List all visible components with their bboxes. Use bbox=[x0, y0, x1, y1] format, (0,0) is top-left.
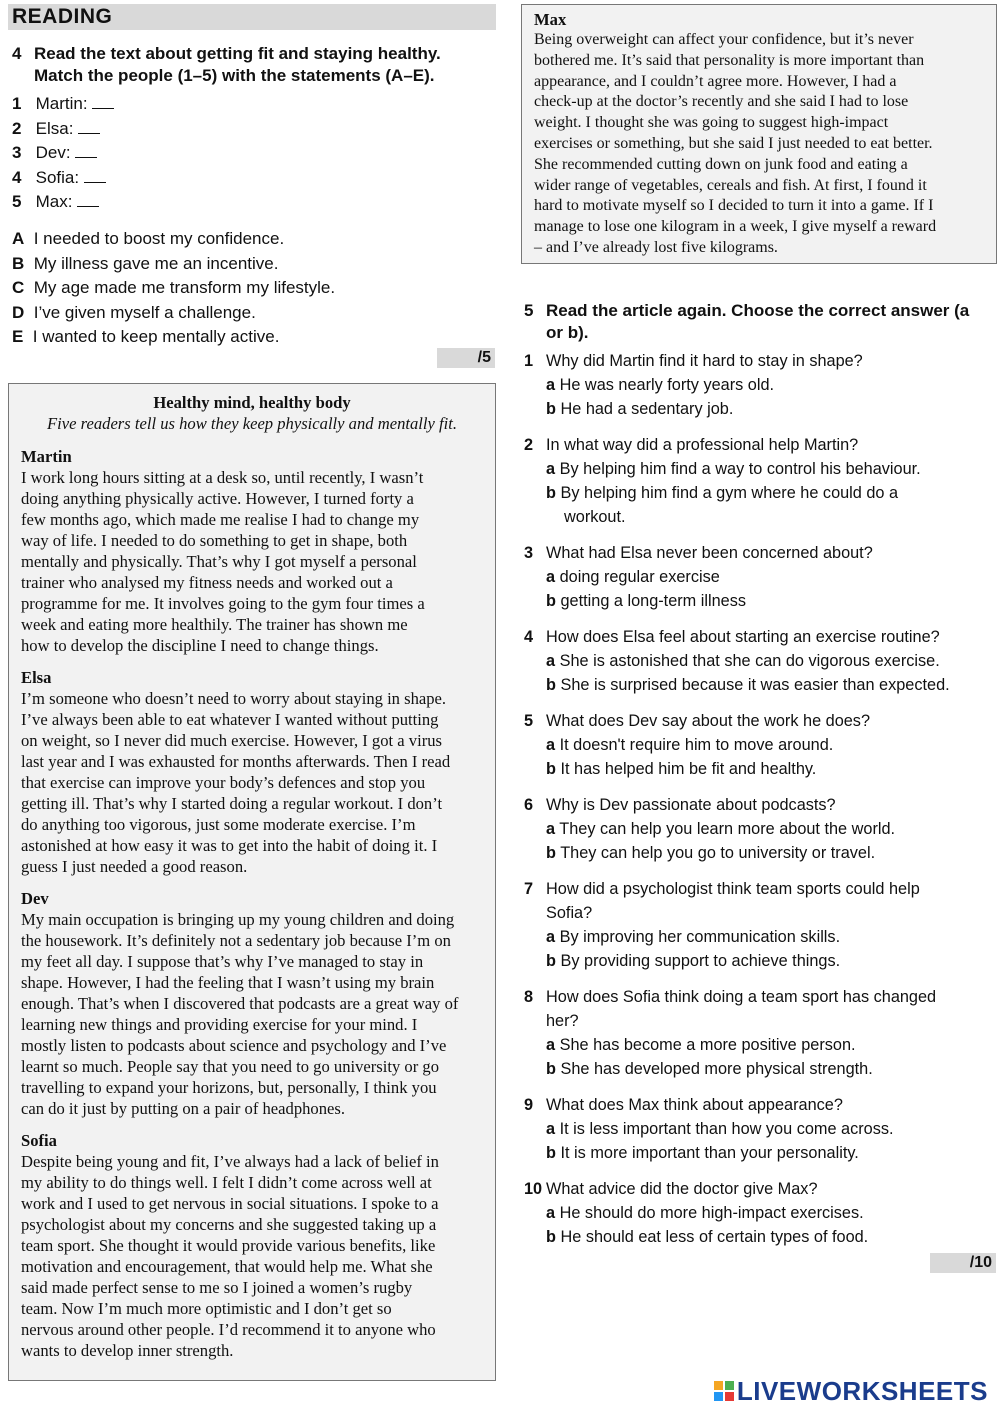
question-text: How does Elsa feel about starting an exercise routine? bbox=[546, 628, 940, 646]
text-line: way of life. I needed to do something to get in shape, both bbox=[21, 531, 408, 550]
option-text: He was nearly forty years old. bbox=[559, 376, 775, 394]
statement-row bbox=[12, 302, 492, 327]
question-text: How did a psychologist think team sports could help bbox=[546, 880, 920, 898]
option-letter: a bbox=[546, 460, 556, 478]
person-name: Martin: bbox=[35, 94, 88, 113]
person-number: 3 bbox=[12, 143, 22, 162]
exercise-5-score: /10 bbox=[930, 1253, 996, 1273]
question-9 bbox=[524, 1093, 533, 1117]
person-number: 5 bbox=[12, 192, 22, 211]
article-title: Healthy mind, healthy body bbox=[153, 393, 351, 412]
option-b[interactable] bbox=[546, 1057, 873, 1081]
option-text: By helping him find a gym where he could do a bbox=[560, 484, 899, 502]
option-letter: a bbox=[546, 736, 556, 754]
question-text: What had Elsa never been concerned about? bbox=[546, 544, 873, 562]
option-a[interactable] bbox=[546, 733, 833, 757]
option-text: He had a sedentary job. bbox=[560, 400, 734, 418]
text-line: wants to develop inner strength. bbox=[21, 1341, 234, 1360]
person-name: Max: bbox=[35, 192, 73, 211]
statement-letter: B bbox=[12, 253, 25, 273]
option-a[interactable] bbox=[546, 649, 940, 673]
person-row bbox=[12, 118, 212, 143]
question-text-continued: her? bbox=[546, 1012, 579, 1030]
option-text: By providing support to achieve things. bbox=[560, 952, 841, 970]
elsa-heading: Elsa bbox=[21, 668, 52, 687]
text-line: Being overweight can affect your confidence, but it’s never bbox=[534, 31, 914, 48]
question-text: In what way did a professional help Martin? bbox=[546, 436, 859, 454]
max-paragraph bbox=[534, 30, 984, 259]
option-letter: b bbox=[546, 1060, 556, 1078]
question-number: 9 bbox=[524, 1096, 534, 1114]
text-line: enough. That’s when I discovered that podcasts are a great way of bbox=[21, 994, 459, 1013]
people-list bbox=[12, 93, 212, 216]
text-line: travelling to expand your horizons, but, personally, I think you bbox=[21, 1078, 437, 1097]
option-letter: a bbox=[546, 376, 556, 394]
question-number: 10 bbox=[524, 1180, 543, 1198]
question-number: 7 bbox=[524, 880, 534, 898]
sofia-heading: Sofia bbox=[21, 1131, 57, 1150]
question-number: 1 bbox=[524, 352, 534, 370]
option-a[interactable] bbox=[546, 457, 921, 481]
exercise-5-questions bbox=[524, 349, 998, 1249]
exercise-5-instruction-line-2: or b). bbox=[546, 323, 589, 342]
question-4 bbox=[524, 625, 533, 649]
statement-row bbox=[12, 277, 492, 302]
person-row bbox=[12, 142, 212, 167]
max-heading: Max bbox=[534, 10, 567, 29]
sofia-paragraph bbox=[21, 1151, 483, 1361]
question-number: 3 bbox=[524, 544, 534, 562]
question-2 bbox=[524, 433, 533, 457]
text-line: – and I’ve already lost five kilograms. bbox=[534, 238, 778, 256]
option-letter: b bbox=[546, 1144, 556, 1162]
option-b[interactable] bbox=[546, 481, 898, 505]
option-letter: b bbox=[546, 676, 556, 694]
question-7 bbox=[524, 877, 533, 901]
person-name: Dev: bbox=[35, 143, 71, 162]
text-line: nervous around other people. I’d recommend it to anyone who bbox=[21, 1320, 436, 1339]
question-8 bbox=[524, 985, 533, 1009]
text-line: motivation and encouragement, that would help me. What she bbox=[21, 1257, 433, 1276]
exercise-5-instruction-line-1: Read the article again. Choose the correct answer (a bbox=[546, 301, 970, 320]
option-b[interactable] bbox=[546, 397, 733, 421]
option-text: They can help you learn more about the world. bbox=[559, 820, 896, 838]
person-number: 4 bbox=[12, 167, 22, 187]
text-line: can do it just by putting on a pair of headphones. bbox=[21, 1099, 345, 1118]
statement-letter: D bbox=[12, 302, 25, 322]
question-text: Why did Martin find it hard to stay in shape? bbox=[546, 352, 863, 370]
option-text: She has developed more physical strength. bbox=[560, 1060, 873, 1078]
text-line: the housework. It’s definitely not a sedentary job because I’m on bbox=[21, 931, 451, 950]
exercise-4-score: /5 bbox=[437, 348, 495, 368]
option-letter: a bbox=[546, 928, 556, 946]
person-row bbox=[12, 167, 212, 192]
statement-text: I needed to boost my confidence. bbox=[33, 229, 285, 248]
liveworksheets-logo bbox=[714, 1375, 988, 1406]
question-number: 6 bbox=[524, 796, 534, 814]
person-number: 2 bbox=[12, 118, 22, 138]
question-number: 4 bbox=[524, 628, 534, 646]
option-a[interactable] bbox=[546, 1201, 864, 1225]
statement-row bbox=[12, 228, 492, 253]
statement-letter: E bbox=[12, 327, 24, 346]
option-a[interactable] bbox=[546, 1033, 856, 1057]
answer-blank[interactable] bbox=[77, 192, 99, 207]
option-text: She is astonished that she can do vigorous exercise. bbox=[559, 652, 940, 670]
text-line: I’ve always been able to eat whatever I wanted without putting bbox=[21, 710, 439, 729]
person-number: 1 bbox=[12, 94, 22, 113]
elsa-paragraph bbox=[21, 688, 483, 877]
statement-letter: A bbox=[12, 229, 25, 248]
statement-text: I wanted to keep mentally active. bbox=[32, 327, 280, 346]
question-text: What does Max think about appearance? bbox=[546, 1096, 843, 1114]
option-text: doing regular exercise bbox=[559, 568, 720, 586]
text-line: bothered me. It’s said that personality is more important than bbox=[534, 51, 925, 69]
option-text: It has helped him be fit and healthy. bbox=[560, 760, 817, 778]
text-line: Despite being young and fit, I’ve always had a lack of belief in bbox=[21, 1152, 439, 1171]
answer-blank[interactable] bbox=[92, 94, 114, 109]
text-line: do anything too vigorous, just some moderate exercise. I’m bbox=[21, 815, 416, 834]
text-line: getting ill. That’s why I started doing a regular workout. I don’t bbox=[21, 794, 443, 813]
option-letter: a bbox=[546, 652, 556, 670]
statement-text: My age made me transform my lifestyle. bbox=[33, 278, 336, 297]
question-1 bbox=[524, 349, 533, 373]
question-text: What advice did the doctor give Max? bbox=[546, 1180, 818, 1198]
option-a[interactable] bbox=[546, 817, 895, 841]
section-title: READING bbox=[12, 5, 113, 28]
option-letter: b bbox=[546, 844, 556, 862]
text-line: She recommended cutting down on junk food and eating a bbox=[534, 155, 908, 173]
option-b[interactable] bbox=[546, 949, 840, 973]
text-line: wider range of vegetables, cereals and fish. At first, I found it bbox=[534, 176, 927, 194]
option-letter: a bbox=[546, 568, 556, 586]
option-letter: a bbox=[546, 820, 556, 838]
exercise-4-instruction-line-1: Read the text about getting fit and staying healthy. bbox=[34, 44, 441, 63]
text-line: said made perfect sense to me so I joined a women’s rugby bbox=[21, 1278, 413, 1297]
option-b[interactable] bbox=[546, 1141, 859, 1165]
dev-heading: Dev bbox=[21, 889, 49, 908]
text-line: mostly listen to podcasts about science and psychology and I’ve bbox=[21, 1036, 447, 1055]
option-letter: b bbox=[546, 952, 556, 970]
text-line: check-up at the doctor’s recently and she said I had to lose bbox=[534, 93, 909, 111]
question-10 bbox=[524, 1177, 542, 1201]
article-box bbox=[8, 383, 496, 1381]
statement-text: I’ve given myself a challenge. bbox=[33, 302, 256, 322]
statement-row bbox=[12, 326, 492, 351]
text-line: psychologist about my concerns and she suggested taking up a bbox=[21, 1215, 437, 1234]
question-3 bbox=[524, 541, 533, 565]
martin-paragraph bbox=[21, 467, 483, 656]
option-text: getting a long-term illness bbox=[560, 592, 747, 610]
option-text: By improving her communication skills. bbox=[559, 928, 841, 946]
option-text: They can help you go to university or travel. bbox=[560, 844, 876, 862]
text-line: learnt so much. People say that you need to go university or go bbox=[21, 1057, 439, 1076]
exercise-4-instruction-line-2: Match the people (1–5) with the statements (A–E). bbox=[34, 66, 435, 85]
person-row bbox=[12, 191, 212, 216]
answer-blank[interactable] bbox=[84, 168, 106, 183]
option-a[interactable] bbox=[546, 565, 720, 589]
person-name: Sofia: bbox=[35, 167, 80, 187]
option-letter: a bbox=[546, 1120, 556, 1138]
person-row bbox=[12, 93, 212, 118]
question-number: 5 bbox=[524, 712, 534, 730]
option-letter: b bbox=[546, 592, 556, 610]
statement-letter: C bbox=[12, 278, 25, 297]
exercise-4-instruction bbox=[12, 43, 492, 87]
option-text: It doesn't require him to move around. bbox=[559, 736, 834, 754]
text-line: my feet all day. I suppose that’s why I’ve managed to stay in bbox=[21, 952, 424, 971]
answer-blank[interactable] bbox=[75, 143, 97, 158]
option-b[interactable] bbox=[546, 757, 816, 781]
statement-text: My illness gave me an incentive. bbox=[33, 253, 279, 273]
text-line: team. Now I’m much more optimistic and I don’t get so bbox=[21, 1299, 392, 1318]
text-line: my ability to do things well. I felt I didn’t come across well at bbox=[21, 1173, 432, 1192]
option-letter: a bbox=[546, 1036, 556, 1054]
option-b[interactable] bbox=[546, 589, 746, 613]
question-6 bbox=[524, 793, 533, 817]
option-text: By helping him find a way to control his behaviour. bbox=[559, 460, 921, 478]
text-line: last year and I was exhausted for months afterwards. Then I read bbox=[21, 752, 451, 771]
question-number: 8 bbox=[524, 988, 534, 1006]
text-line: trainer who analysed my fitness needs and worked out a bbox=[21, 573, 393, 592]
text-line: team sport. She thought it would provide various benefits, like bbox=[21, 1236, 436, 1255]
option-b[interactable] bbox=[546, 1225, 868, 1249]
option-text: He should do more high-impact exercises. bbox=[559, 1204, 864, 1222]
text-line: guess I just needed a good reason. bbox=[21, 857, 248, 876]
question-5 bbox=[524, 709, 533, 733]
martin-heading: Martin bbox=[21, 447, 72, 466]
text-line: hard to motivate myself so I decided to turn it into a game. If I bbox=[534, 197, 934, 215]
option-letter: b bbox=[546, 400, 556, 418]
option-text: She has become a more positive person. bbox=[559, 1036, 856, 1054]
option-text: It is more important than your personality. bbox=[560, 1144, 859, 1162]
option-letter: b bbox=[546, 1228, 556, 1246]
exercise-5-number: 5 bbox=[524, 301, 534, 320]
person-name: Elsa: bbox=[35, 118, 74, 138]
text-line: learning new things and providing exercise for your mind. I bbox=[21, 1015, 418, 1034]
option-letter: a bbox=[546, 1204, 556, 1222]
text-line: week and eating more healthily. The trainer has shown me bbox=[21, 615, 408, 634]
option-b[interactable] bbox=[546, 841, 875, 865]
article-subtitle: Five readers tell us how they keep physically and mentally fit. bbox=[47, 414, 457, 433]
option-a[interactable] bbox=[546, 925, 840, 949]
question-text: How does Sofia think doing a team sport has changed bbox=[546, 988, 937, 1006]
dev-paragraph bbox=[21, 909, 483, 1119]
text-line: manage to lose one kilogram in a week, I give myself a reward bbox=[534, 218, 937, 236]
option-b[interactable] bbox=[546, 673, 950, 697]
text-line: I work long hours sitting at a desk so, until recently, I wasn’t bbox=[21, 468, 424, 487]
text-line: that exercise can improve your body’s defences and stop you bbox=[21, 773, 426, 792]
text-line: how to develop the discipline I need to change things. bbox=[21, 636, 379, 655]
text-line: doing anything physically active. However, I turned forty a bbox=[21, 489, 414, 508]
statements-list bbox=[12, 228, 492, 351]
text-line: astonished at how easy it was to get into the habit of doing it. I bbox=[21, 836, 438, 855]
exercise-5-instruction bbox=[524, 300, 996, 344]
option-a[interactable] bbox=[546, 1117, 894, 1141]
text-line: appearance, and I couldn’t agree more. However, I had a bbox=[534, 72, 897, 90]
text-line: My main occupation is bringing up my young children and doing bbox=[21, 910, 455, 929]
option-text: It is less important than how you come across. bbox=[559, 1120, 894, 1138]
logo-text: LIVEWORKSHEETS bbox=[736, 1375, 988, 1406]
option-text: He should eat less of certain types of food. bbox=[560, 1228, 869, 1246]
text-line: few months ago, which made me realise I had to change my bbox=[21, 510, 420, 529]
question-text: Why is Dev passionate about podcasts? bbox=[546, 796, 836, 814]
text-line: on weight, so I never did much exercise. However, I got a virus bbox=[21, 731, 442, 750]
text-line: work and I used to get nervous in social situations. I spoke to a bbox=[21, 1194, 439, 1213]
text-line: programme for me. It involves going to the gym four times a bbox=[21, 594, 425, 613]
question-text: What does Dev say about the work he does? bbox=[546, 712, 871, 730]
exercise-4-number: 4 bbox=[12, 44, 22, 63]
max-box bbox=[521, 4, 997, 264]
option-text: She is surprised because it was easier than expected. bbox=[560, 676, 950, 694]
logo-icon bbox=[714, 1381, 734, 1401]
option-letter: b bbox=[546, 760, 556, 778]
text-line: weight. I thought she was going to suggest high-impact bbox=[534, 114, 889, 132]
answer-blank[interactable] bbox=[78, 119, 100, 134]
statement-row bbox=[12, 253, 492, 278]
question-text-continued: Sofia? bbox=[546, 904, 593, 922]
option-a[interactable] bbox=[546, 373, 774, 397]
text-line: exercises or something, but she said I just needed to eat better. bbox=[534, 134, 933, 152]
text-line: mentally and physically. That’s why I got myself a personal bbox=[21, 552, 417, 571]
question-number: 2 bbox=[524, 436, 534, 454]
option-text-continued: workout. bbox=[564, 508, 626, 526]
text-line: I’m someone who doesn’t need to worry about staying in shape. bbox=[21, 689, 447, 708]
text-line: shape. However, I had the feeling that I wasn’t using my brain bbox=[21, 973, 435, 992]
option-letter: b bbox=[546, 484, 556, 502]
